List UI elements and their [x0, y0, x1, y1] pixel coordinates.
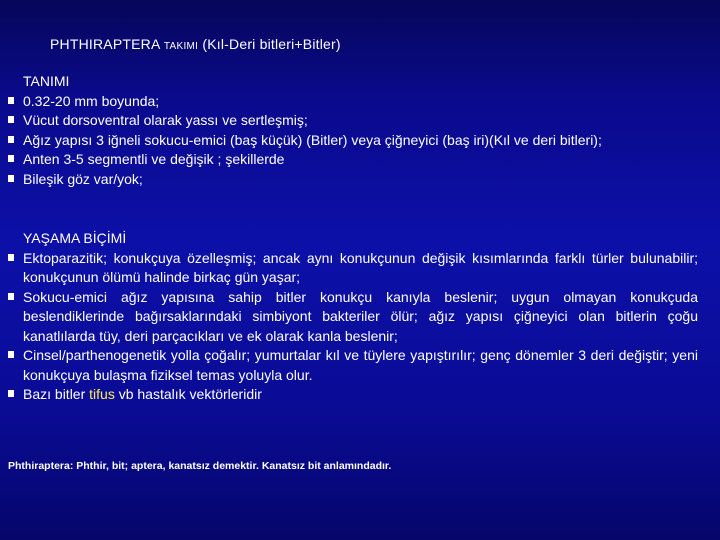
- tanimi-item: [8, 131, 698, 151]
- tanimi-heading: TANIMI: [23, 73, 70, 89]
- bullet-icon: [8, 351, 14, 358]
- tanimi-item: [8, 111, 698, 131]
- bullet-icon: [8, 293, 14, 300]
- tanimi-item-text: Vücut dorsoventral olarak yassı ve sertleşmiş;: [23, 112, 308, 128]
- slide-title: [50, 36, 341, 52]
- tanimi-item-text: Bileşik göz var/yok;: [23, 170, 143, 187]
- bullet-icon: [8, 254, 14, 261]
- yasama-item-text: Cinsel/parthenogenetik yolla çoğalır; yumurtalar kıl ve tüylere yapıştırılır; genç dönemler 3 deri değiştir; yeni konukçuya bulaşma fiziksel temas yoluyla olur.: [23, 347, 698, 383]
- yasama-heading: YAŞAMA BİÇİMİ: [23, 230, 127, 246]
- yasama-item: [8, 288, 698, 347]
- bullet-icon: [8, 175, 14, 182]
- tifus-highlight: tifus: [89, 386, 115, 402]
- tanimi-item-text: Ağız yapısı 3 iğneli sokucu-emici (baş küçük) (Bitler) veya çiğneyici (baş iri)(Kıl ve deri bitleri);: [23, 131, 602, 148]
- title-paren: (Kıl-Deri bitleri+Bitler): [202, 36, 341, 52]
- yasama-item-text-before: Bazı bitler: [23, 386, 90, 402]
- yasama-item: [8, 346, 698, 385]
- yasama-item: [8, 249, 698, 288]
- bullet-icon: [8, 155, 14, 162]
- footnote: Phthiraptera: Phthir, bit; aptera, kanatsız demektir. Kanatsız bit anlamındadır.: [8, 460, 392, 472]
- yasama-section: [8, 229, 698, 405]
- bullet-icon: [8, 390, 14, 397]
- title-main: PHTHIRAPTERA: [50, 36, 160, 52]
- yasama-item-text: Ektoparazitik; konukçuya özelleşmiş; ancak aynı konukçunun değişik kısımlarında farklı türler bulunabilir; konukçunun ölümü halinde birkaç gün yaşar;: [23, 249, 698, 285]
- bullet-icon: [8, 116, 14, 123]
- bullet-icon: [8, 136, 14, 143]
- tanimi-section: [8, 72, 698, 189]
- tanimi-item-text: 0.32-20 mm boyunda;: [23, 92, 160, 109]
- tanimi-item: [8, 92, 698, 112]
- title-takimi: TAKIMI: [163, 41, 199, 52]
- bullet-icon: [8, 97, 14, 104]
- tanimi-item: [8, 170, 698, 190]
- yasama-item-text: Sokucu-emici ağız yapısına sahip bitler konukçu kanıyla beslenir; uygun olmayan konukçuda beslendiklerinde bağırsaklarındaki simbiyont bakteriler ölür; ağız yapısı çiğneyici olan bitlerin çoğu kanatlılarda tüy, deri parçacıkları ve ek olarak kanla beslenir;: [23, 288, 698, 344]
- yasama-item-text-after: vb hastalık vektörleridir: [114, 386, 262, 402]
- tanimi-item-text: Anten 3-5 segmentli ve değişik ; şekillerde: [23, 151, 285, 167]
- yasama-item: [8, 385, 698, 405]
- tanimi-item: [8, 150, 698, 170]
